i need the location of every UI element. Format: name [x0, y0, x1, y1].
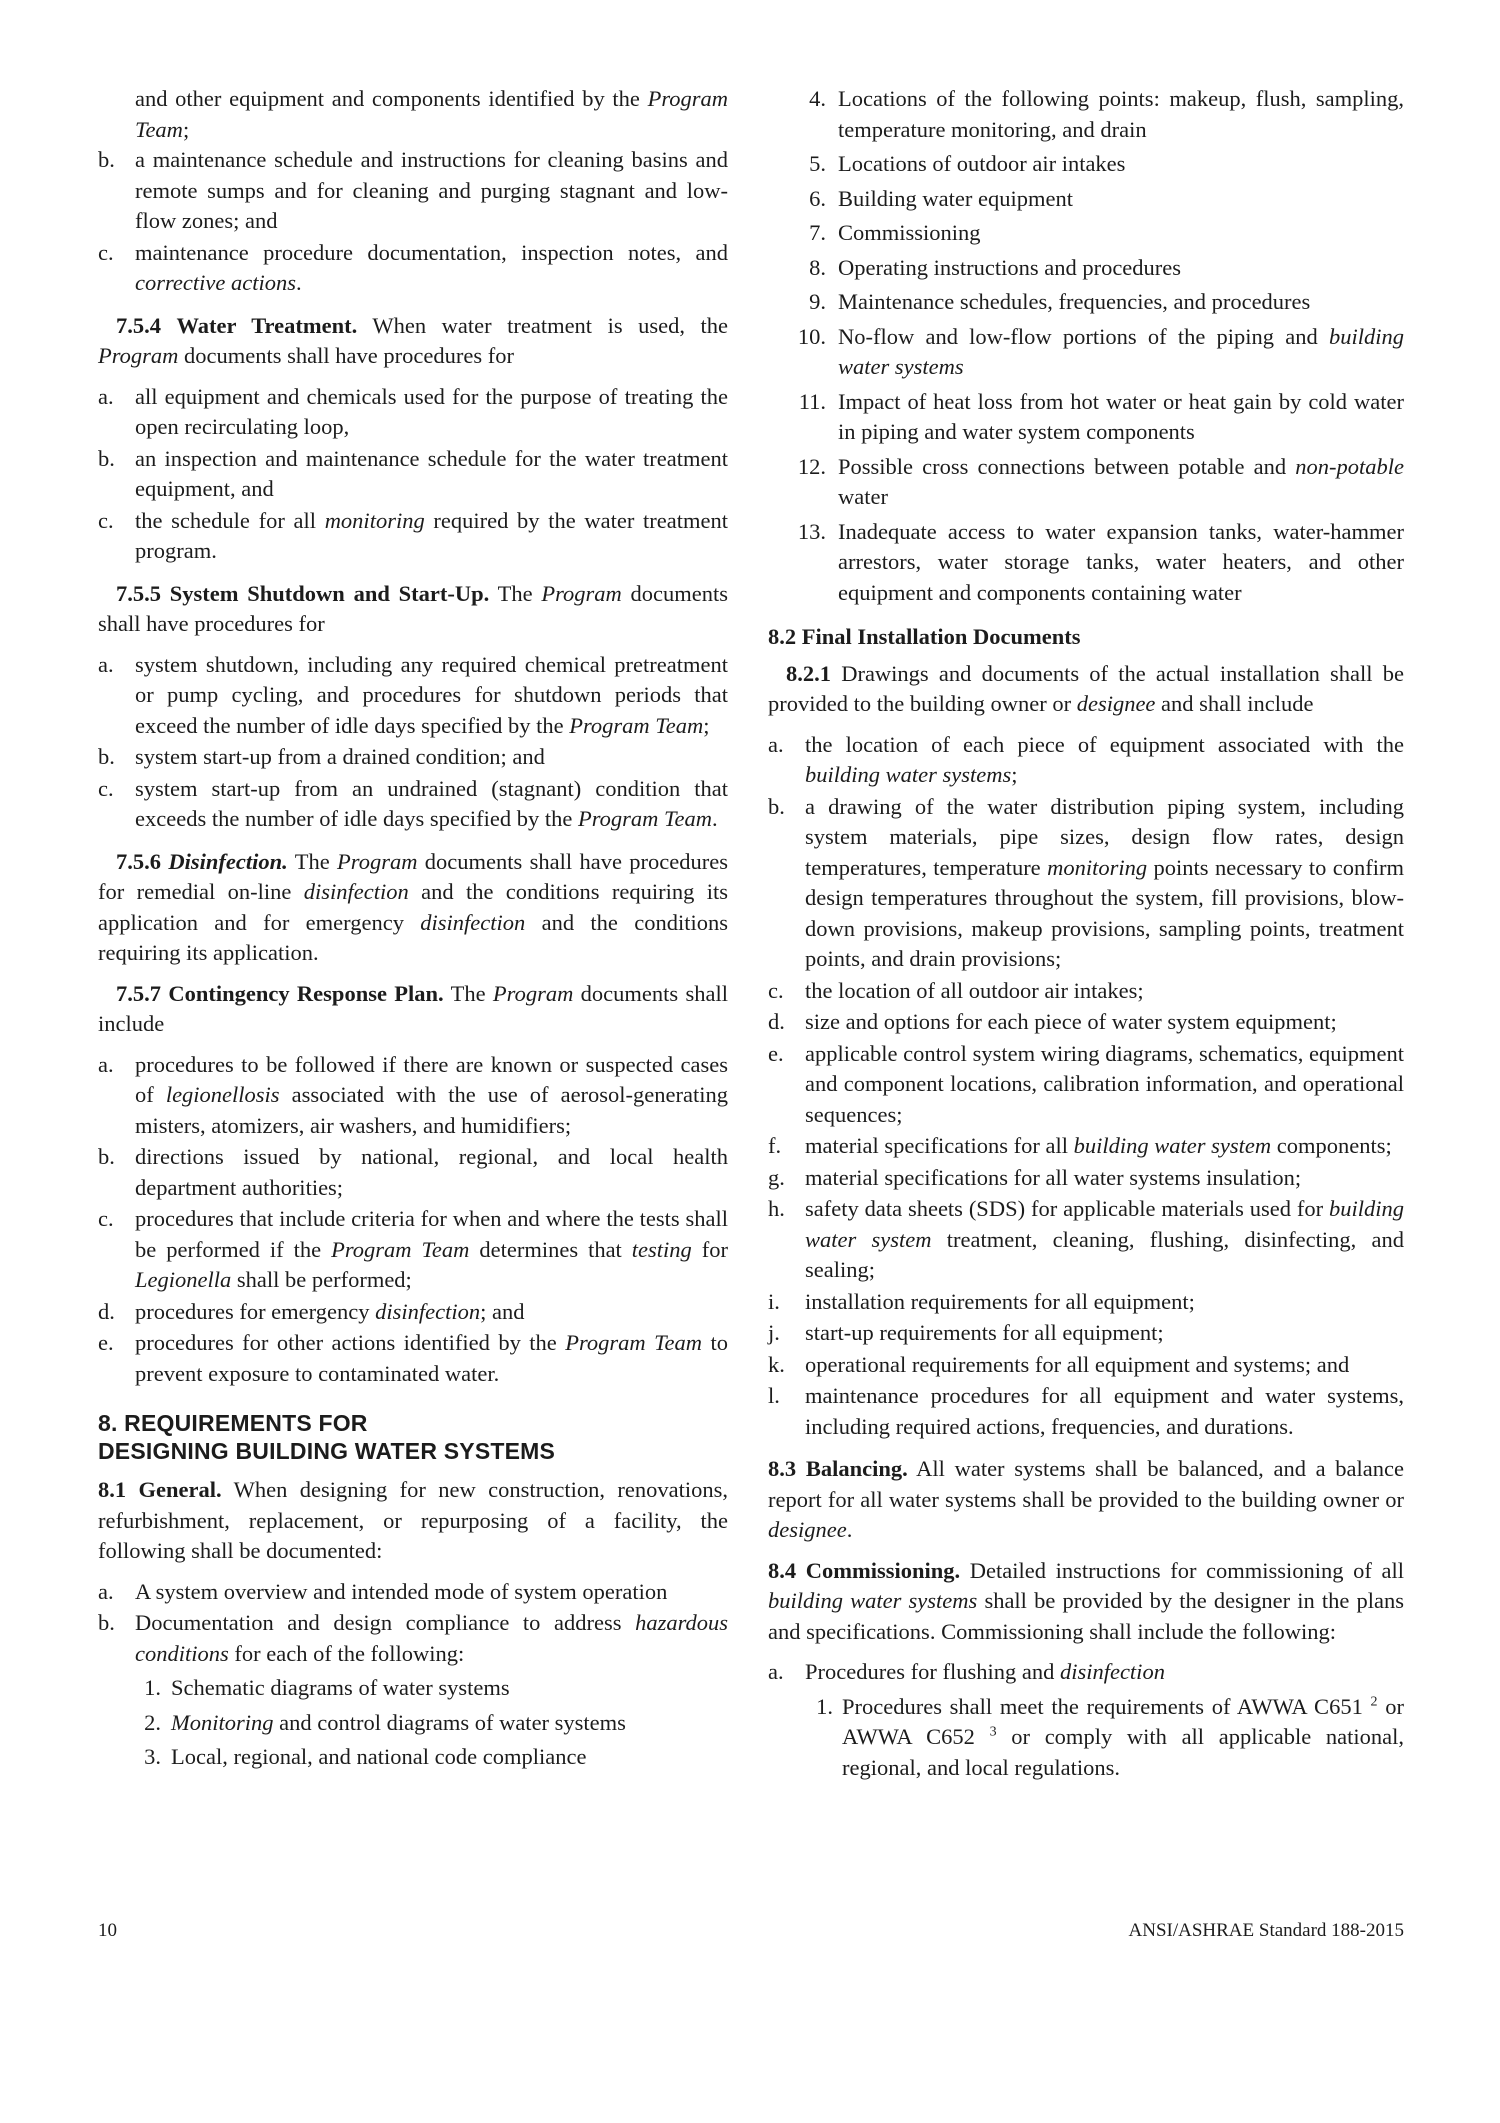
section-8-1: 8.1 General. When designing for new construction, renovations, refurbishment, replacement, or repurposing of a facility, the following shall be documented: — [98, 1477, 729, 1563]
list-item: k. operational requirements for all equipment and systems; and — [768, 1351, 1350, 1377]
list-item: d. size and options for each piece of water system equipment; — [768, 1009, 1337, 1034]
list-item: b. a drawing of the water distribution piping system, including system materials, pipe sizes, design flow rates, design temperatures, temperature monitoring points necessary to confirm design temperatures throughout the system, fill provisions, blow-down provisions, makeup provisions, sampling points, treatment points, and drain provisions; — [768, 793, 1404, 971]
list-item: 4. Locations of the following points: makeup, flush, sampling, temperature monitoring, and drain — [809, 86, 1404, 142]
page-number: 10 — [98, 1920, 117, 1941]
list-item: 7. Commissioning — [809, 220, 981, 245]
list-item: 6. Building water equipment — [809, 185, 1073, 211]
list-item: 2. Monitoring and control diagrams of water systems — [144, 1709, 626, 1735]
list-item: c. maintenance procedure documentation, inspection notes, and corrective actions. — [98, 239, 728, 295]
section-8-3: 8.3 Balancing. All water systems shall be balanced, and a balance report for all water systems shall be provided to the building owner or designee. — [768, 1456, 1405, 1542]
list-item: a. the location of each piece of equipment associated with the building water systems; — [768, 731, 1404, 787]
list-item: 5. Locations of outdoor air intakes — [809, 151, 1126, 176]
list-item: b. a maintenance schedule and instructions for cleaning basins and remote sumps and for cleaning and purging stagnant and low-flow zones; and — [98, 147, 728, 233]
list-item: h. safety data sheets (SDS) for applicable materials used for building water system treatment, cleaning, flushing, disinfecting, and sealing; — [768, 1196, 1404, 1282]
section-7-5-7: 7.5.7 Contingency Response Plan. The Program documents shall include — [98, 980, 728, 1036]
list-item: c. the location of all outdoor air intakes; — [768, 977, 1144, 1003]
continued-item: and other equipment and components identified by the Program Team; — [135, 86, 729, 142]
list-7-5-3 — [98, 145, 728, 299]
list-item: a. Procedures for flushing and disinfection 1. Procedures shall meet the requirements of AWWA C651 $^2$ or AWWA C652 $^3$ or comply with all applicable national, regional, and local regulations. — [768, 1657, 1404, 1783]
list-item: 1. Schematic diagrams of water systems — [144, 1675, 510, 1700]
sub-list-8-1 — [135, 1673, 728, 1773]
list-item: 3. Local, regional, and national code compliance — [144, 1744, 587, 1769]
list-8-1 — [98, 1577, 728, 1773]
list-item: j. start-up requirements for all equipment; — [768, 1320, 1164, 1345]
right-column — [768, 84, 1404, 1795]
list-item: a. A system overview and intended mode of system operation — [98, 1578, 668, 1604]
list-item: b. directions issued by national, regional, and local health department authorities; — [98, 1144, 728, 1200]
list-item: 10. No-flow and low-flow portions of the piping and building water systems — [797, 323, 1404, 379]
list-item: e. applicable control system wiring diagrams, schematics, equipment and component locations, calibration information, and operational sequences; — [768, 1040, 1404, 1127]
list-item: 1. Procedures shall meet the requirements of AWWA C651 $^2$ or AWWA C652 $^3$ or comply with all applicable national, regional, and local regulations. — [816, 1693, 1404, 1780]
list-item: e. procedures for other actions identified by the Program Team to prevent exposure to contaminated water. — [98, 1330, 728, 1386]
sub-list-8-4 — [805, 1692, 1404, 1784]
list-item: 13. Inadequate access to water expansion tanks, water-hammer arrestors, water storage tanks, water heaters, and other equipment and components containing water — [797, 518, 1404, 605]
left-column — [98, 84, 728, 1777]
list-8-4 — [768, 1657, 1404, 1783]
section-8-heading: 8. REQUIREMENTS FOR DESIGNING BUILDING WATER SYSTEMS — [98, 1410, 556, 1464]
standard-name: ANSI/ASHRAE Standard 188-2015 — [1128, 1920, 1404, 1941]
section-8-2-heading: 8.2 Final Installation Documents — [768, 624, 1081, 649]
list-item: b. system start-up from a drained condition; and — [98, 744, 545, 769]
list-item: d. procedures for emergency disinfection; and — [98, 1298, 525, 1324]
list-item: 12. Possible cross connections between potable and non-potable water — [797, 453, 1404, 509]
list-item: b. an inspection and maintenance schedule for the water treatment equipment, and — [98, 445, 728, 501]
list-item: b. Documentation and design compliance to address hazardous conditions for each of the following: 1. Schematic diagrams of water systems 2. Monitoring and control diagrams of water systems 3. Local, regional, and national code compliance — [98, 1608, 728, 1773]
list-7-5-4 — [98, 382, 728, 567]
list-8-2-1 — [768, 730, 1404, 1443]
section-7-5-5: 7.5.5 System Shutdown and Start-Up. The Program documents shall have procedures for — [98, 580, 729, 636]
section-8-2-1: 8.2.1 Drawings and documents of the actual installation shall be provided to the building owner or designee and shall include — [768, 660, 1404, 716]
list-item: f. material specifications for all building water system components; — [768, 1133, 1392, 1158]
section-8-4: 8.4 Commissioning. Detailed instructions for commissioning of all building water systems shall be provided by the designer in the plans and specifications. Commissioning shall include the following: — [768, 1557, 1405, 1644]
list-item: i. installation requirements for all equipment; — [768, 1288, 1195, 1314]
list-item: g. material specifications for all water systems insulation; — [768, 1164, 1302, 1190]
list-8-1-continued — [768, 84, 1404, 608]
list-item: 9. Maintenance schedules, frequencies, and procedures — [809, 289, 1311, 314]
list-item: c. the schedule for all monitoring required by the water treatment program. — [98, 507, 729, 563]
list-item: l. maintenance procedures for all equipment and water systems, including required actions, frequencies, and durations. — [768, 1383, 1404, 1439]
list-item: a. procedures to be followed if there are known or suspected cases of legionellosis associated with the use of aerosol-generating misters, atomizers, air washers, and humidifiers; — [98, 1051, 729, 1138]
section-7-5-6: 7.5.6 Disinfection. The Program documents shall have procedures for remedial on-line disinfection and the conditions requiring its application and for emergency disinfection and the conditions requiring its application. — [98, 848, 729, 965]
list-item: a. all equipment and chemicals used for the purpose of treating the open recirculating loop, — [98, 383, 728, 439]
list-item: 11. Impact of heat loss from hot water or heat gain by cold water in piping and water system components — [798, 388, 1404, 444]
list-7-5-7 — [98, 1050, 728, 1390]
list-item: a. system shutdown, including any required chemical pretreatment or pump cycling, and procedures for shutdown periods that exceed the number of idle days specified by the Program Team; — [98, 651, 728, 738]
list-item: 8. Operating instructions and procedures — [809, 254, 1182, 280]
section-7-5-4: 7.5.4 Water Treatment. When water treatment is used, the Program documents shall have procedures for — [98, 312, 729, 368]
list-item: c. procedures that include criteria for when and where the tests shall be performed if the Program Team determines that testing for Legionella shall be performed; — [98, 1206, 728, 1292]
list-item: c. system start-up from an undrained (stagnant) condition that exceeds the number of idle days specified by the Program Team. — [98, 775, 728, 831]
list-7-5-5 — [98, 650, 728, 835]
